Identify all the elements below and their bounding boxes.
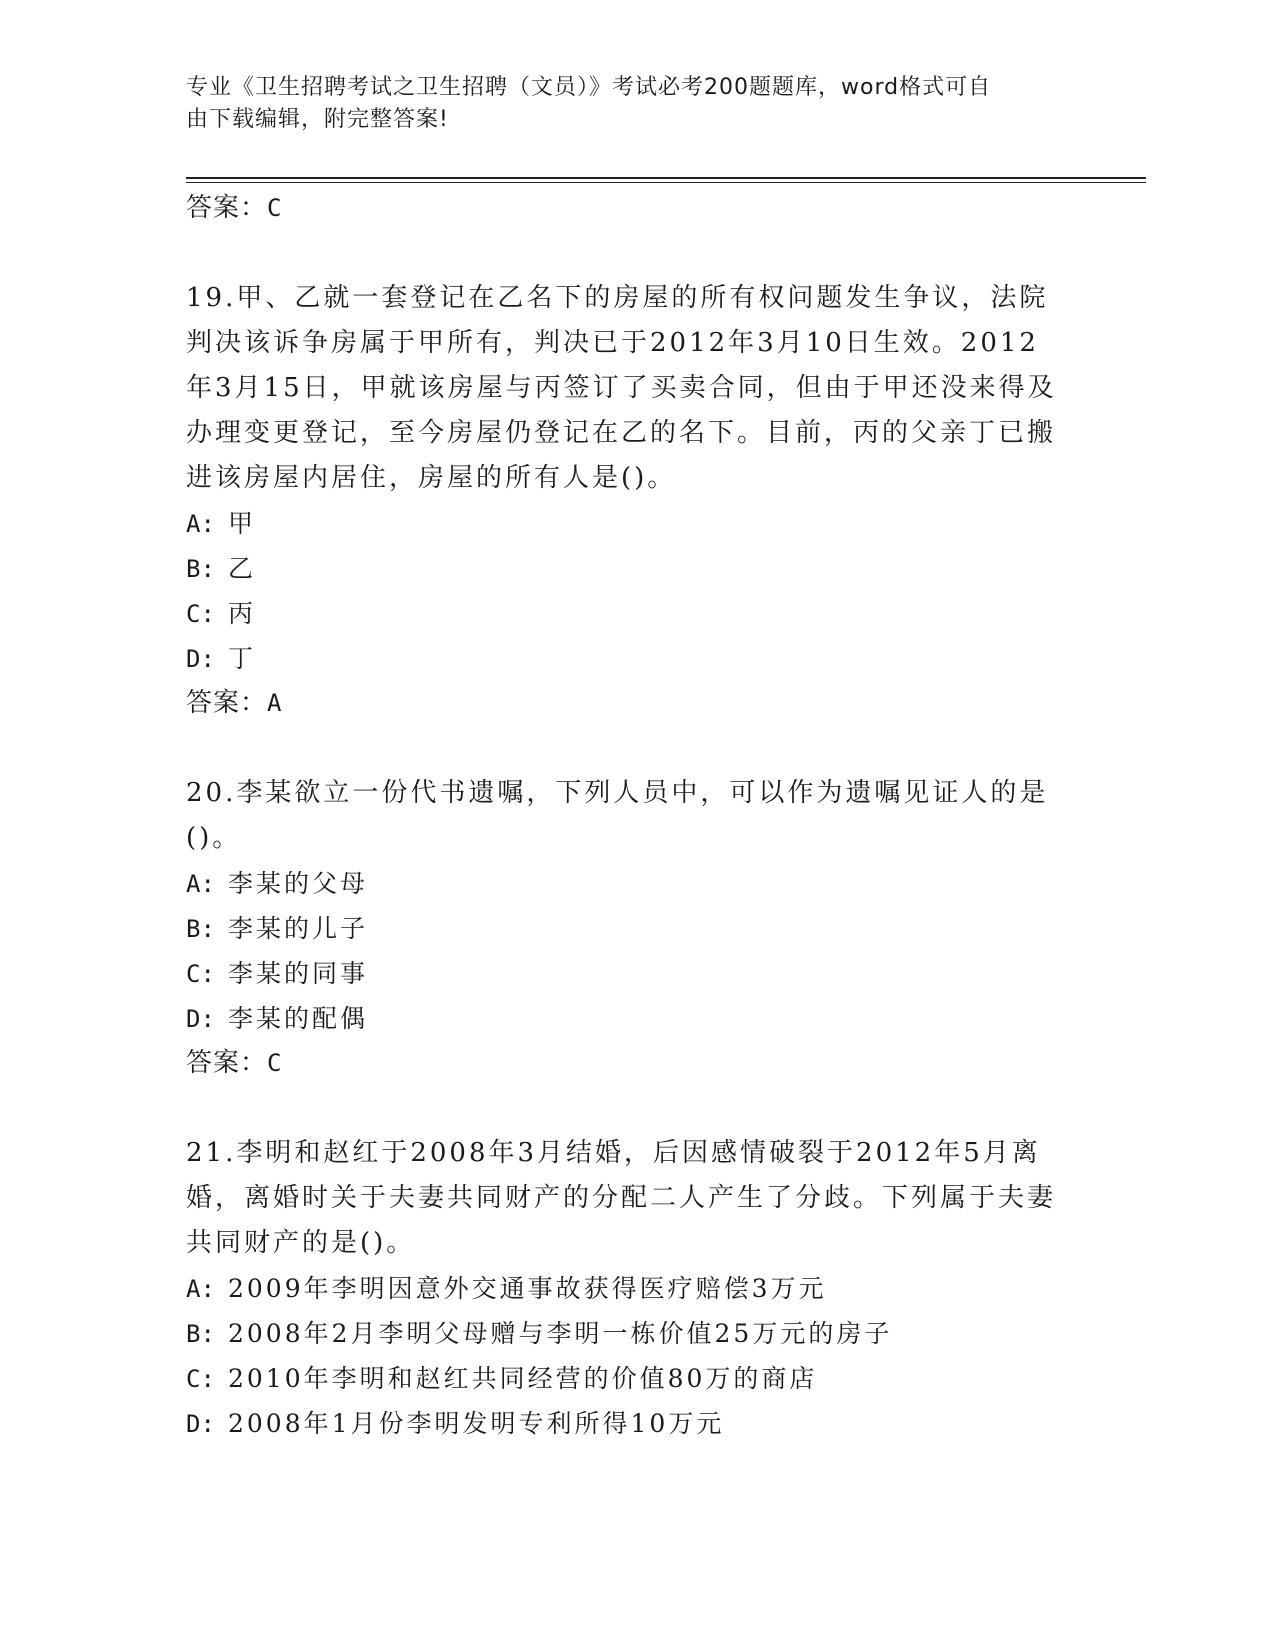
option-b <box>186 906 1066 951</box>
option-c <box>186 591 1066 636</box>
option-a <box>186 861 1066 906</box>
option-a <box>186 1266 1066 1311</box>
document-header <box>186 72 1066 136</box>
header-line-1: 专业《卫生招聘考试之卫生招聘（文员）》考试必考200题题库，word格式可自 <box>186 75 992 100</box>
option-text: 2010年李明和赵红共同经营的价值80万的商店 <box>228 1364 818 1393</box>
option-d <box>186 636 1066 681</box>
option-key: B: <box>186 915 215 943</box>
option-text: 甲 <box>228 509 257 538</box>
answer-label: 答案： <box>186 193 268 223</box>
option-text: 2008年1月份李明发明专利所得10万元 <box>228 1409 725 1438</box>
header-divider-thick <box>186 177 1146 179</box>
option-text: 2009年李明因意外交通事故获得医疗赔偿3万元 <box>228 1274 827 1303</box>
option-key: C: <box>186 1365 215 1393</box>
answer-value: C <box>267 194 283 222</box>
option-key: D: <box>186 645 215 673</box>
question-text: 21.李明和赵红于2008年3月结婚，后因感情破裂于2012年5月离婚，离婚时关于夫妻共同财产的分配二人产生了分歧。下列属于夫妻共同财产的是()。 <box>186 1138 1057 1258</box>
option-key: C: <box>186 600 215 628</box>
document-body <box>186 186 1066 1446</box>
option-a <box>186 501 1066 546</box>
option-key: A: <box>186 510 215 538</box>
answer-line <box>186 1041 1066 1085</box>
option-key: D: <box>186 1410 215 1438</box>
option-text: 李某的同事 <box>228 959 369 988</box>
option-d <box>186 1401 1066 1446</box>
option-c <box>186 951 1066 996</box>
option-key: B: <box>186 1320 215 1348</box>
option-key: C: <box>186 960 215 988</box>
answer-label: 答案： <box>186 1048 268 1078</box>
answer-value: C <box>267 1049 283 1077</box>
question-text: 19.甲、乙就一套登记在乙名下的房屋的所有权问题发生争议，法院判决该诉争房属于甲所有，判决已于2012年3月10日生效。2012年3月15日，甲就该房屋与丙签订了买卖合同，但由于甲还没来得及办理变更登记，至今房屋仍登记在乙的名下。目前，丙的父亲丁已搬进该房屋内居住，房屋的所有人是()。 <box>186 283 1057 493</box>
option-b <box>186 1311 1066 1356</box>
question-20 <box>186 771 1066 1085</box>
option-key: D: <box>186 1005 215 1033</box>
option-text: 乙 <box>228 554 257 583</box>
header-line-2: 由下载编辑，附完整答案! <box>186 107 449 132</box>
option-text: 丁 <box>228 644 257 673</box>
question-21 <box>186 1131 1066 1446</box>
option-b <box>186 546 1066 591</box>
option-text: 丙 <box>228 599 257 628</box>
option-text: 李某的配偶 <box>228 1004 369 1033</box>
option-key: B: <box>186 555 215 583</box>
option-key: A: <box>186 1275 215 1303</box>
option-text: 李某的儿子 <box>228 914 369 943</box>
option-c <box>186 1356 1066 1401</box>
header-divider-thin <box>186 182 1146 183</box>
answer-label: 答案： <box>186 688 268 718</box>
question-19 <box>186 276 1066 725</box>
answer-value: A <box>267 689 283 717</box>
answer-line <box>186 186 1066 230</box>
question-text: 20.李某欲立一份代书遗嘱，下列人员中，可以作为遗嘱见证人的是()。 <box>186 778 1049 853</box>
option-d <box>186 996 1066 1041</box>
answer-line <box>186 681 1066 725</box>
option-text: 李某的父母 <box>228 869 369 898</box>
option-text: 2008年2月李明父母赠与李明一栋价值25万元的房子 <box>228 1319 893 1348</box>
option-key: A: <box>186 870 215 898</box>
